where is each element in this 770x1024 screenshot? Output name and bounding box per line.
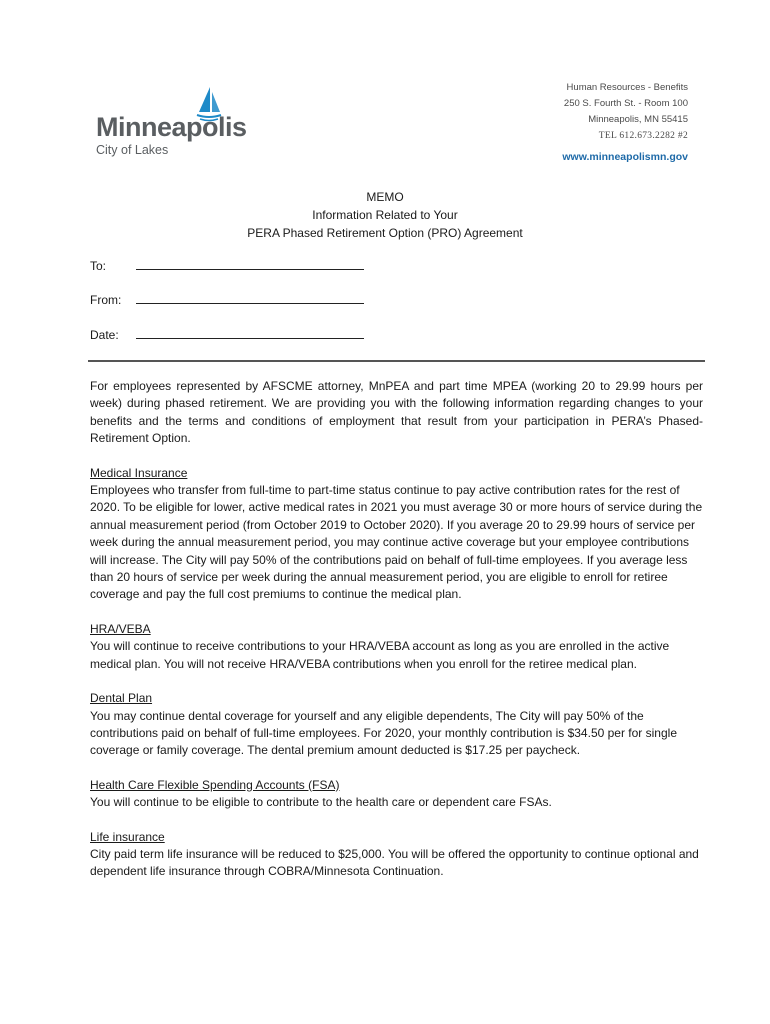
section-text: You will continue to be eligible to contribute to the health care or dependent care FSAs. [90, 795, 552, 810]
section-text: You will continue to receive contributions to your HRA/VEBA account as long as you are enrolled in the active medical plan. You will not receive HRA/VEBA contributions when you enroll for the retiree medical plan. [90, 639, 670, 671]
section-hra-veba [90, 621, 703, 673]
contact-block [562, 80, 688, 165]
date-label: Date: [90, 328, 119, 342]
section-title: HRA/VEBA [90, 621, 151, 636]
date-field [90, 327, 364, 343]
from-line [136, 292, 364, 304]
section-title: Dental Plan [90, 691, 153, 706]
section-text: You may continue dental coverage for yourself and any eligible dependents, The City will pay 50% of the contributions paid on behalf of full-time employees. For 2020, your monthly contribution is $34.50 per for single coverage or family coverage. The dental premium amount deducted is $17.25 per paycheck. [90, 708, 677, 758]
minneapolis-logo [92, 86, 247, 160]
section-title: Health Care Flexible Spending Accounts (FSA) [90, 777, 340, 792]
memo-heading [0, 188, 770, 242]
section-dental [90, 690, 703, 760]
intro-paragraph: For employees represented by AFSCME attorney, MnPEA and part time MPEA (working 20 to 29.99 hours per week) during phased retirement. We are providing you with the following information regarding changes to your benefits and the terms and conditions of employment that result from your participation in PERA’s Phased-Retirement Option. [90, 379, 703, 446]
to-field [90, 258, 364, 274]
to-label: To: [90, 259, 107, 273]
website-link[interactable]: www.minneapolismn.gov [562, 151, 688, 163]
section-life-insurance [90, 829, 703, 881]
section-text: Employees who transfer from full-time to part-time status continue to pay active contribution rates for the rest of 2020. To be eligible for lower, active medical rates in 2021 you must average 30 or more hours of service during the annual measurement period (from October 2019 to October 2020). If you average 20 to 29.99 hours of service per week during the annual measurement period, you may continue active coverage but your employee contributions will increase. The City will pay 50% of the contributions paid on behalf of full-time employees. If you average less than 20 hours of service per week during the annual measurement period, you are eligible to enroll for retiree coverage and pay the full cost premiums to continue the medical plan. [90, 483, 703, 602]
divider [88, 360, 705, 362]
section-title: Medical Insurance [90, 465, 188, 480]
from-label: From: [90, 293, 122, 307]
section-title: Life insurance [90, 829, 165, 844]
to-line [136, 258, 364, 270]
date-line [136, 327, 364, 339]
section-medical [90, 465, 703, 604]
memo-body [90, 378, 703, 881]
logo-wordmark: Minneapolis [96, 112, 247, 142]
section-text: City paid term life insurance will be reduced to $25,000. You will be offered the opportunity to continue optional and dependent life insurance through COBRA/Minnesota Continuation. [90, 846, 699, 879]
telephone: TEL 612.673.2282 #2 [598, 131, 688, 141]
memo-subtitle-1: Information Related to Your [312, 208, 458, 222]
memo-title: MEMO [366, 190, 404, 204]
address-line-2: Minneapolis, MN 55415 [588, 114, 688, 125]
logo-tagline: City of Lakes [96, 143, 169, 157]
address-line-1: 250 S. Fourth St. - Room 100 [563, 98, 688, 109]
department: Human Resources - Benefits [566, 82, 688, 93]
from-field [90, 292, 364, 308]
section-fsa [90, 777, 703, 812]
memo-subtitle-2: PERA Phased Retirement Option (PRO) Agreement [247, 226, 523, 240]
